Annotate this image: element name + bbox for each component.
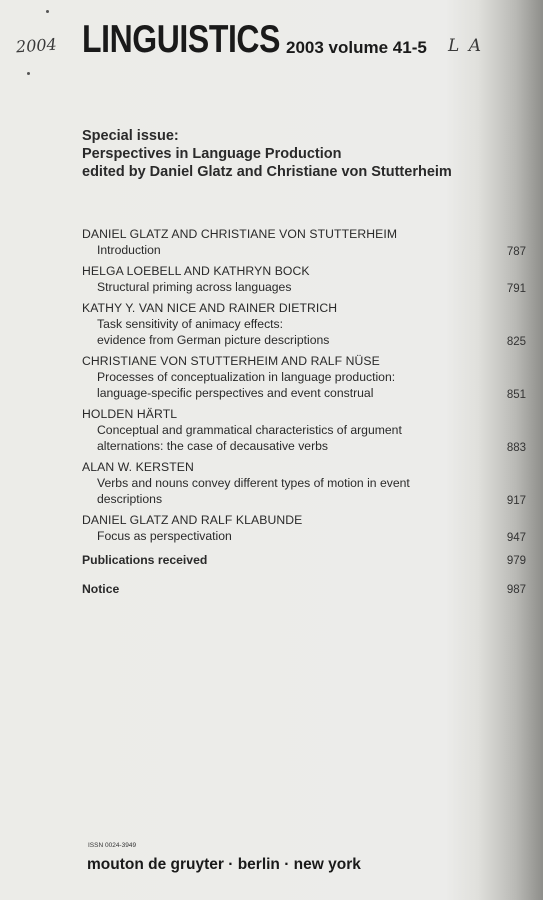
publisher-imprint: mouton de gruyter · berlin · new york [87,856,361,873]
table-of-contents [82,226,526,611]
toc-publications-received [82,553,526,567]
toc-notice [82,582,526,596]
toc-article-title: Processes of conceptualization in language production: [97,370,396,384]
toc-page-number: 979 [506,555,526,567]
toc-authors: ALAN W. KERSTEN [82,460,194,474]
publications-received-label: Publications received [82,553,208,567]
toc-authors: DANIEL GLATZ AND RALF KLABUNDE [82,513,303,527]
volume-info: 2003 volume 41-5 [286,38,427,57]
notice-label: Notice [82,582,120,596]
toc-authors: DANIEL GLATZ AND CHRISTIANE VON STUTTERHEIM [82,227,398,241]
toc-authors: KATHY Y. VAN NICE AND RAINER DIETRICH [82,301,338,315]
toc-entry [82,300,526,348]
toc-article-title: Verbs and nouns convey different types of motion in event [97,476,410,490]
toc-authors: CHRISTIANE VON STUTTERHEIM AND RALF NÜSE [82,354,380,368]
toc-page-number: 787 [506,246,526,258]
toc-article-title: alternations: the case of decausative verbs [97,439,329,453]
toc-article-title: Focus as perspectivation [97,529,232,543]
toc-page-number: 851 [506,389,526,401]
journal-title: LINGUISTICS [82,18,281,61]
ink-dot [46,10,49,13]
toc-page-number: 947 [506,532,526,544]
toc-entry [82,353,526,401]
toc-article-title: descriptions [97,492,163,506]
special-issue-editors: edited by Daniel Glatz and Christiane von Stutterheim [82,164,452,180]
toc-page-number: 791 [506,283,526,295]
toc-authors: HELGA LOEBELL AND KATHRYN BOCK [82,264,310,278]
toc-entry [82,263,526,295]
ink-dot [27,72,30,75]
issn-number: ISSN 0024-3949 [88,842,137,849]
toc-authors: HOLDEN HÄRTL [82,407,178,421]
handwritten-note-right: L A [448,36,483,56]
toc-page-number: 825 [506,336,526,348]
toc-entry [82,406,526,454]
toc-entry [82,226,526,258]
special-issue-label: Special issue: [82,128,179,144]
toc-page-number: 883 [506,442,526,454]
toc-article-title: evidence from German picture descriptions [97,333,330,347]
special-issue-heading [82,127,452,181]
handwritten-note-left: 2004 [15,34,58,57]
toc-entry [82,512,526,544]
special-issue-title: Perspectives in Language Production [82,146,342,162]
toc-article-title: Task sensitivity of animacy effects: [97,317,284,331]
toc-article-title: Conceptual and grammatical characteristics of argument [97,423,402,437]
toc-page-number: 987 [506,584,526,596]
toc-page-number: 917 [506,495,526,507]
toc-article-title: Structural priming across languages [97,280,292,294]
toc-article-title: Introduction [97,243,161,257]
toc-entry [82,459,526,507]
toc-article-title: language-specific perspectives and event construal [97,386,374,400]
